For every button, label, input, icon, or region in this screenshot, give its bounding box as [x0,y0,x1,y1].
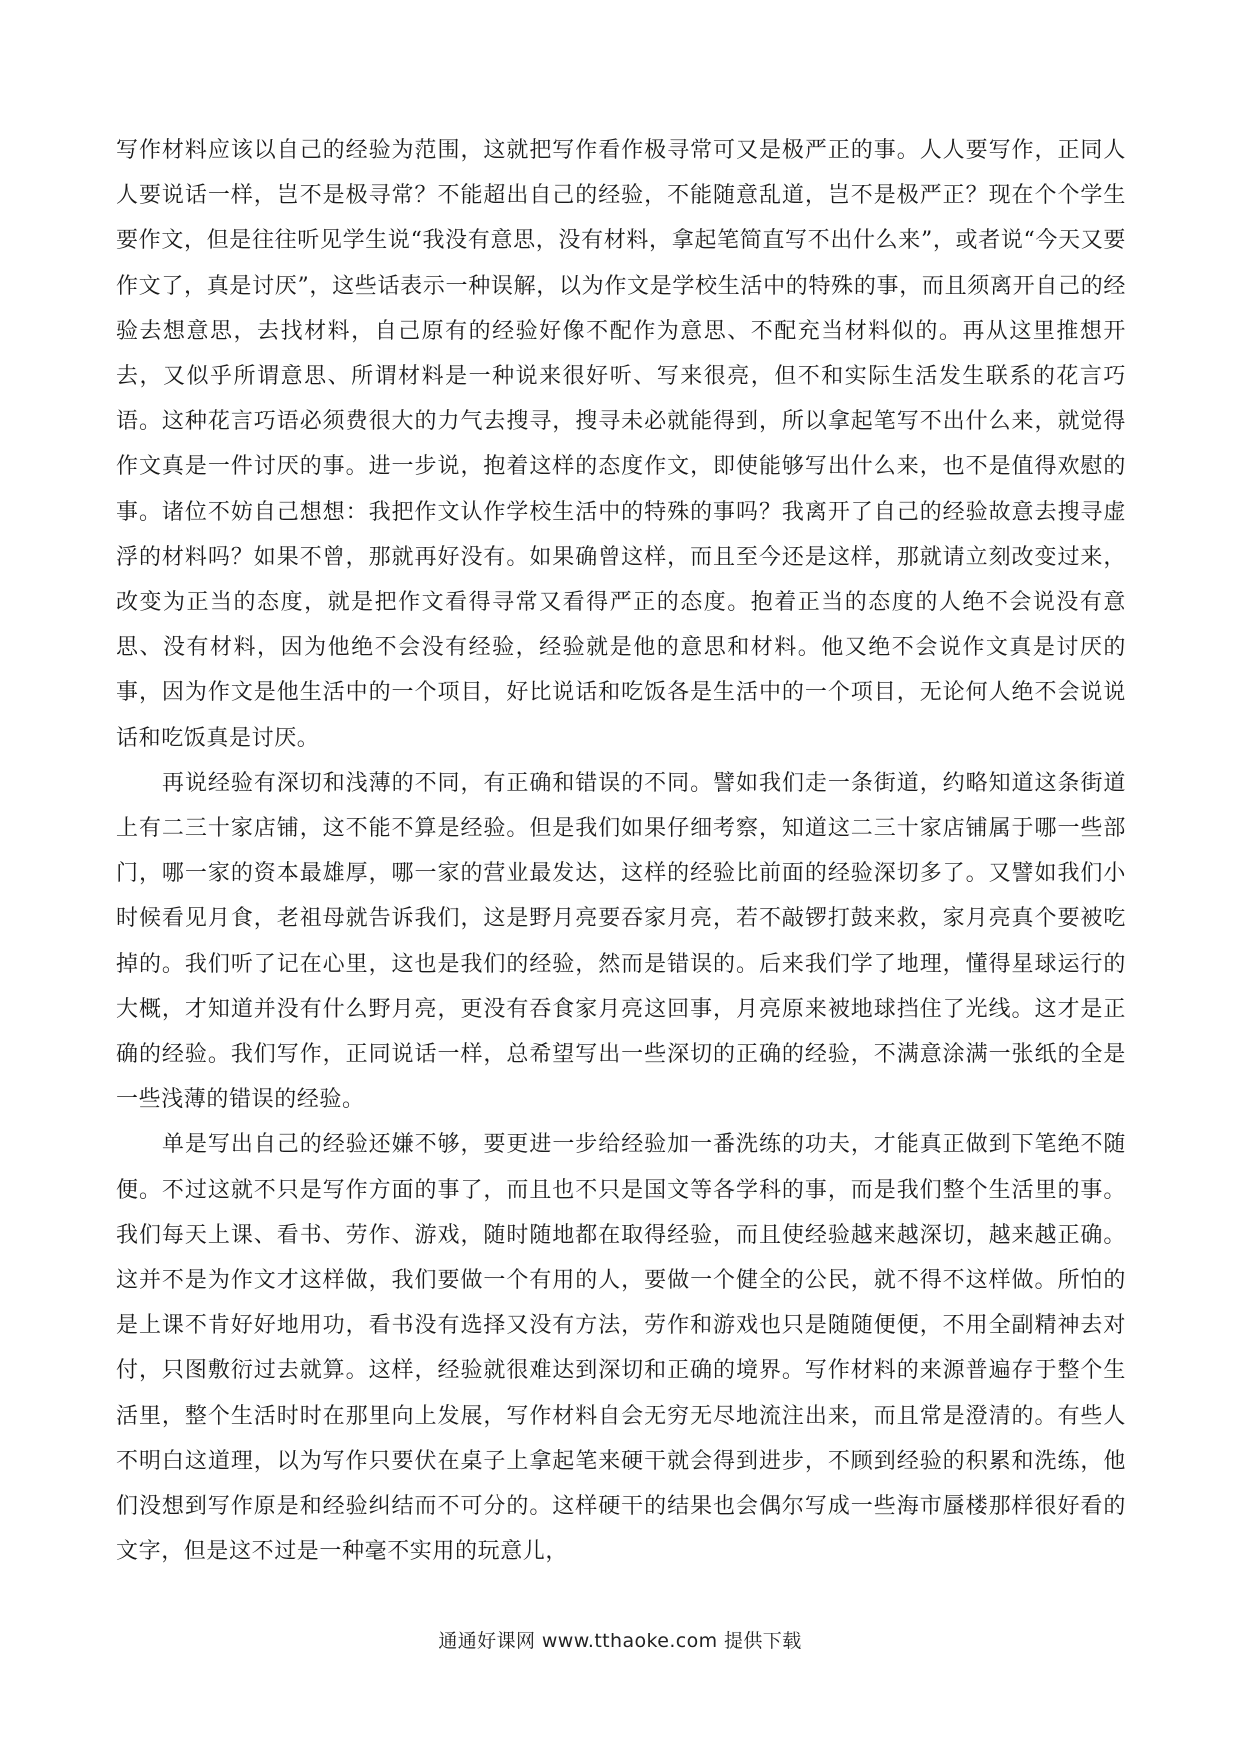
paragraph-2: 再说经验有深切和浅薄的不同，有正确和错误的不同。譬如我们走一条街道，约略知道这条街道上有二三十家店铺，这不能不算是经验。但是我们如果仔细考察，知道这二三十家店铺属于哪一些部门，哪一家的资本最雄厚，哪一家的营业最发达，这样的经验比前面的经验深切多了。又譬如我们小时候看见月食，老祖母就告诉我们，这是野月亮要吞家月亮，若不敲锣打鼓来救，家月亮真个要被吃掉的。我们听了记在心里，这也是我们的经验，然而是错误的。后来我们学了地理，懂得星球运行的大概，才知道并没有什么野月亮，更没有吞食家月亮这回事，月亮原来被地球挡住了光线。这才是正确的经验。我们写作，正同说话一样，总希望写出一些深切的正确的经验，不满意涂满一张纸的全是一些浅薄的错误的经验。 [116,770,1126,1113]
paragraph-3: 单是写出自己的经验还嫌不够，要更进一步给经验加一番洗练的功夫，才能真正做到下笔绝不随便。不过这就不只是写作方面的事了，而且也不只是国文等各学科的事，而是我们整个生活里的事。我们每天上课、看书、劳作、游戏，随时随地都在取得经验，而且使经验越来越深切，越来越正确。这并不是为作文才这样做，我们要做一个有用的人，要做一个健全的公民，就不得不这样做。所怕的是上课不肯好好地用功，看书没有选择又没有方法，劳作和游戏也只是随随便便，不用全副精神去对付，只图敷衍过去就算。这样，经验就很难达到深切和正确的境界。写作材料的来源普遍存于整个生活里，整个生活时时在那里向上发展，写作材料自会无穷无尽地流注出来，而且常是澄清的。有些人不明白这道理，以为写作只要伏在桌子上拿起笔来硬干就会得到进步，不顾到经验的积累和洗练，他们没想到写作原是和经验纠结而不可分的。这样硬干的结果也会偶尔写成一些海市蜃楼那样很好看的文字，但是这不过是一种毫不实用的玩意儿， [116,1132,1126,1565]
paragraph-1: 写作材料应该以自己的经验为范围，这就把写作看作极寻常可又是极严正的事。人人要写作，正同人人要说话一样，岂不是极寻常？不能超出自己的经验，不能随意乱道，岂不是极严正？现在个个学生要作文，但是往往听见学生说“我没有意思，没有材料，拿起笔简直写不出什么来”，或者说“今天又要作文了，真是讨厌”，这些话表示一种误解，以为作文是学校生活中的特殊的事，而且须离开自己的经验去想意思，去找材料，自己原有的经验好像不配作为意思、不配充当材料似的。再从这里推想开去，又似乎所谓意思、所谓材料是一种说来很好听、写来很亮，但不和实际生活发生联系的花言巧语。这种花言巧语必须费很大的力气去搜寻，搜寻未必就能得到，所以拿起笔写不出什么来，就觉得作文真是一件讨厌的事。进一步说，抱着这样的态度作文，即使能够写出什么来，也不是值得欢慰的事。诸位不妨自己想想：我把作文认作学校生活中的特殊的事吗？我离开了自己的经验故意去搜寻虚浮的材料吗？如果不曾，那就再好没有。如果确曾这样，而且至今还是这样，那就请立刻改变过来，改变为正当的态度，就是把作文看得寻常又看得严正的态度。抱着正当的态度的人绝不会说没有意思、没有材料，因为他绝不会没有经验，经验就是他的意思和材料。他又绝不会说作文真是讨厌的事，因为作文是他生活中的一个项目，好比说话和吃饭各是生活中的一个项目，无论何人绝不会说说话和吃饭真是讨厌。 [116,138,1126,751]
page-footer: 通通好课网 www.tthaoke.com 提供下载 [438,1630,802,1652]
document-body [116,128,1126,1575]
